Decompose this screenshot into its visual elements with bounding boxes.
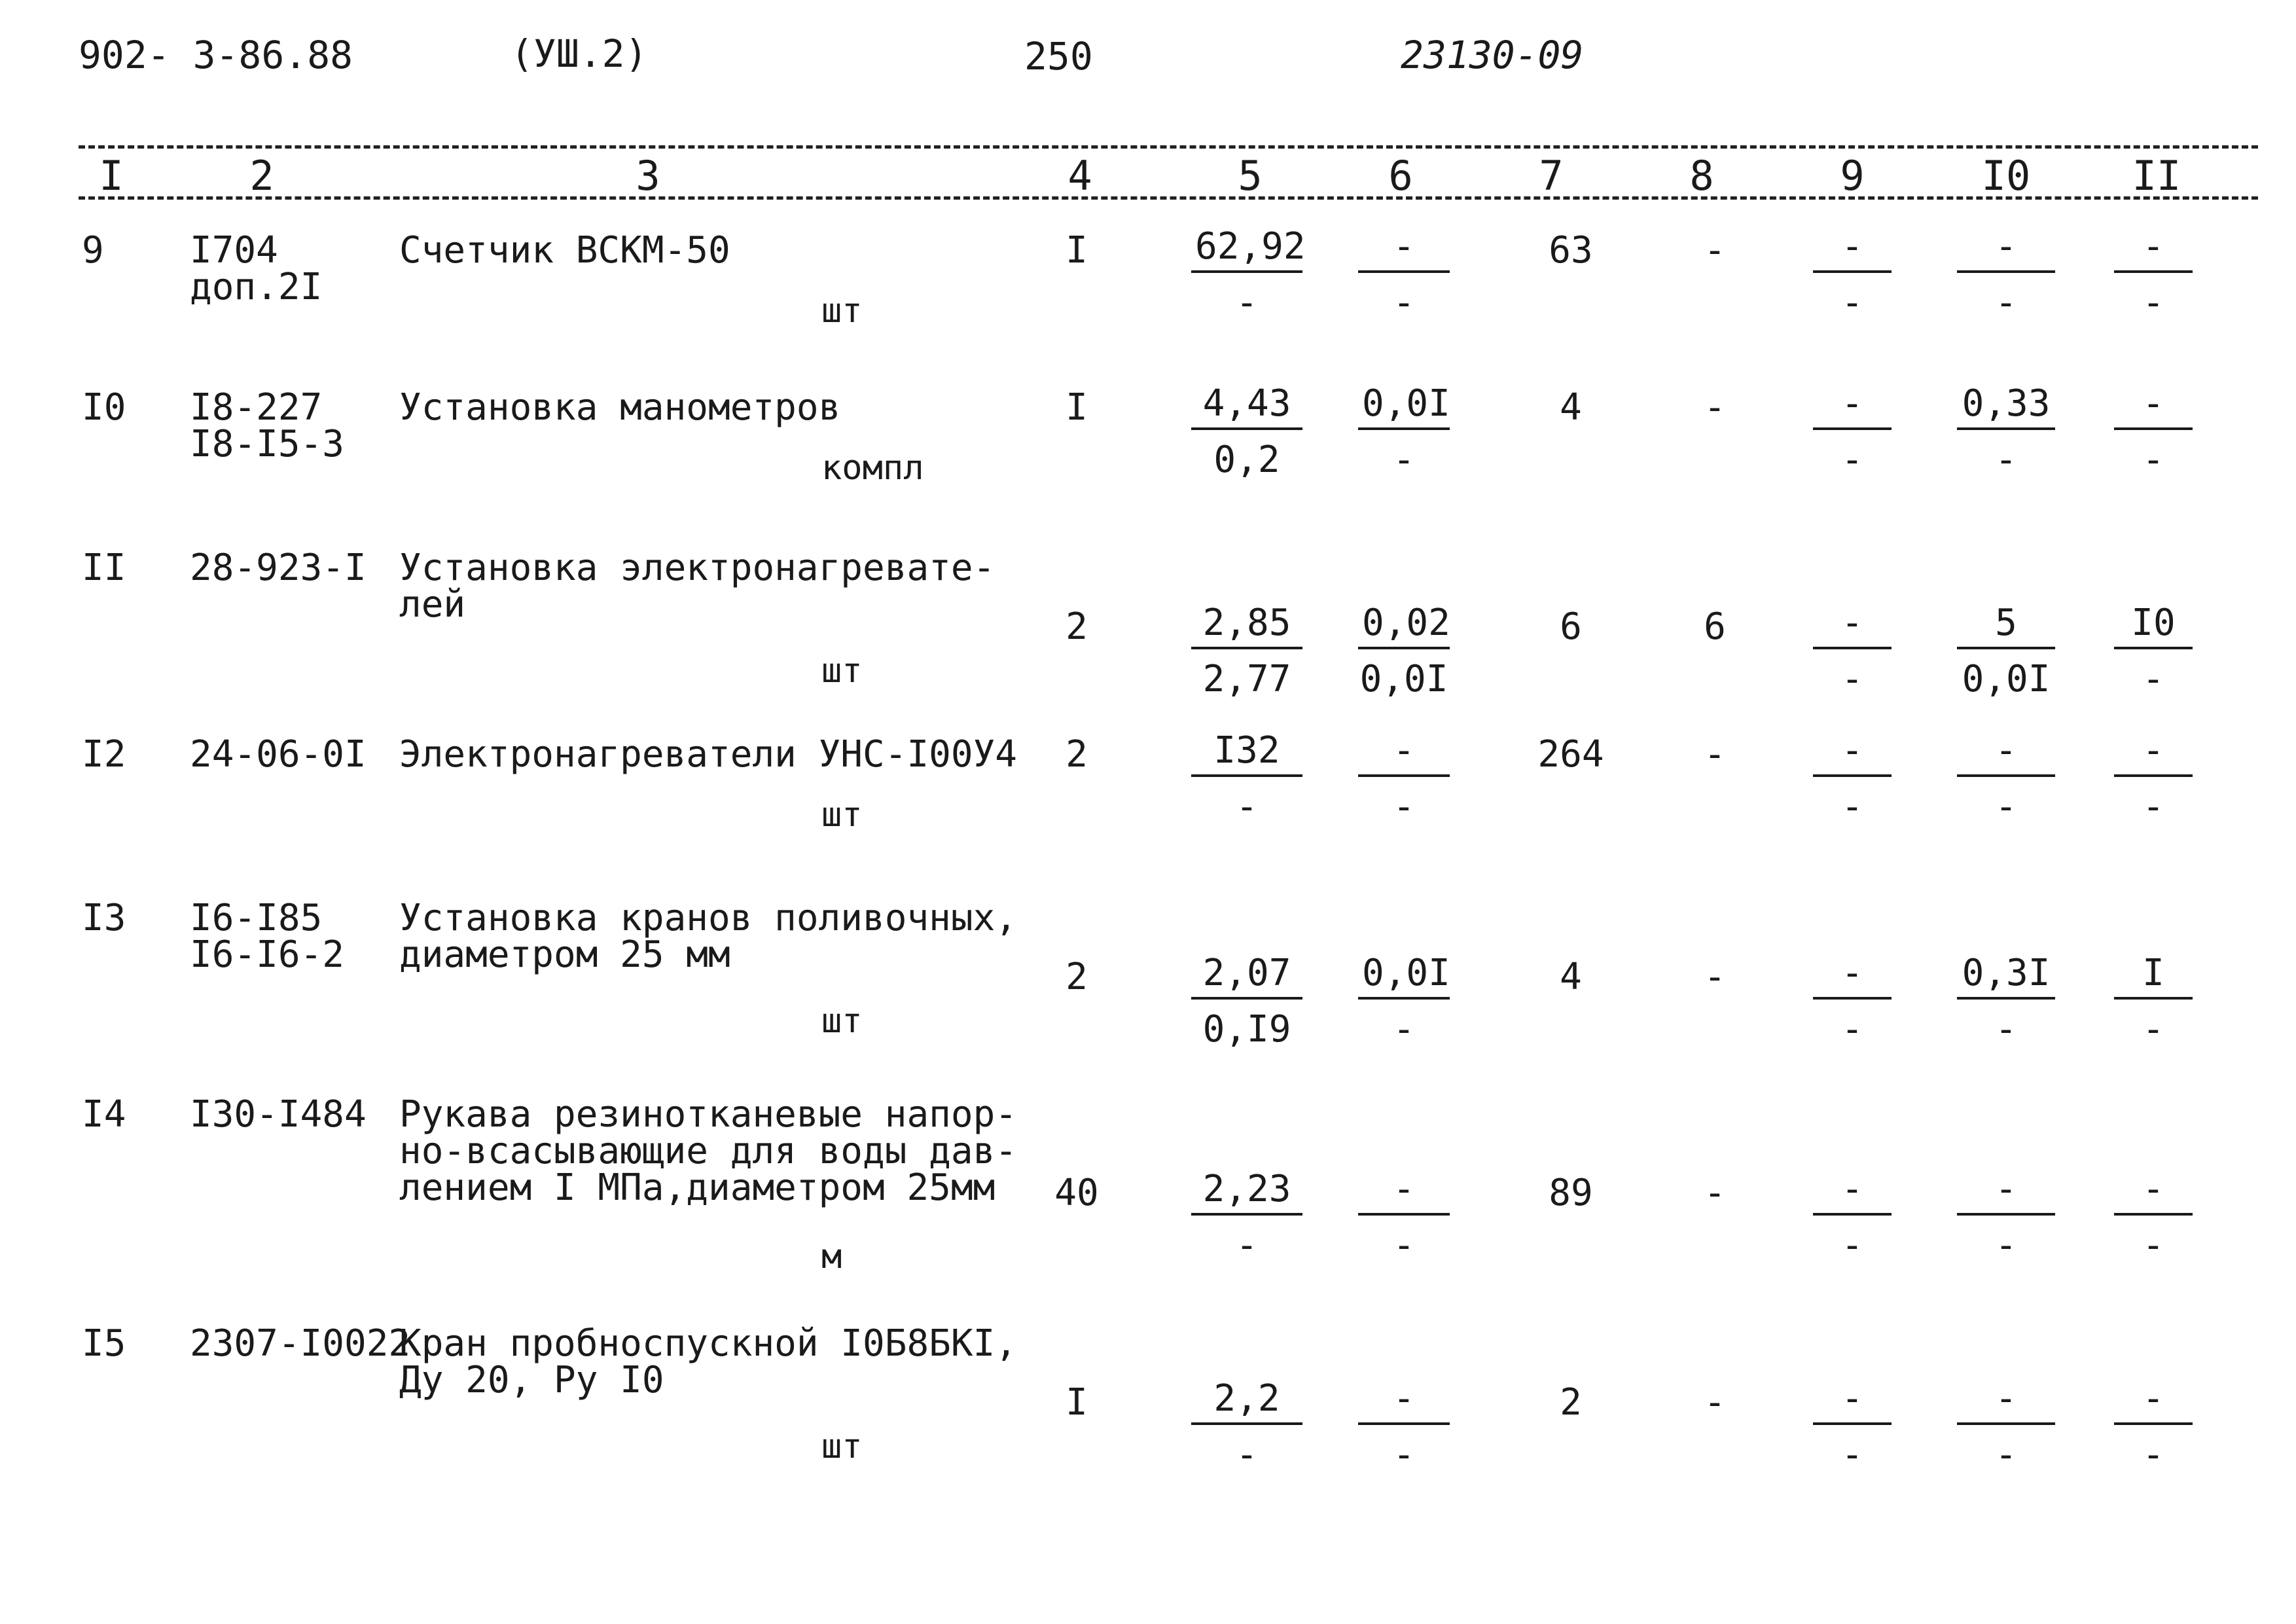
fraction-c10 bbox=[1957, 604, 2055, 700]
fraction-c5 bbox=[1191, 954, 1302, 1051]
item-name: Ду 20, Ру I0 bbox=[399, 1359, 664, 1401]
fraction-c11 bbox=[2114, 384, 2193, 481]
column-8-value: - bbox=[1704, 1172, 1726, 1214]
fraction-numerator: 2,2 bbox=[1191, 1379, 1302, 1425]
column-header: 4 bbox=[1067, 152, 1092, 200]
fraction-c6 bbox=[1358, 604, 1450, 700]
fraction-numerator: - bbox=[2114, 1170, 2193, 1216]
fraction-denominator: - bbox=[1841, 281, 1863, 324]
fraction-numerator: - bbox=[1358, 1170, 1450, 1216]
fraction-numerator: - bbox=[1358, 227, 1450, 273]
item-name: Установка электронагревате- bbox=[399, 547, 996, 589]
fraction-denominator: - bbox=[1393, 785, 1415, 828]
fraction-denominator: - bbox=[1236, 1434, 1258, 1476]
norm-code: доп.2I bbox=[190, 266, 323, 308]
fraction-numerator: - bbox=[2114, 384, 2193, 430]
fraction-c9 bbox=[1813, 604, 1892, 700]
norm-code: I8-I5-3 bbox=[190, 423, 345, 465]
column-header: I0 bbox=[1981, 152, 2031, 200]
norm-code: 28-923-I bbox=[190, 547, 367, 589]
fraction-numerator: - bbox=[1813, 604, 1892, 649]
fraction-numerator: - bbox=[1813, 1379, 1892, 1425]
row-number: I5 bbox=[82, 1322, 126, 1365]
fraction-c9 bbox=[1813, 384, 1892, 481]
fraction-denominator: - bbox=[2142, 1224, 2164, 1267]
album-number: 23130-09 bbox=[1401, 33, 1584, 77]
fraction-c10 bbox=[1957, 954, 2055, 1051]
column-header: 6 bbox=[1388, 152, 1413, 200]
fraction-numerator: I32 bbox=[1191, 731, 1302, 777]
fraction-denominator: - bbox=[1393, 439, 1415, 481]
fraction-numerator: - bbox=[1957, 1170, 2055, 1216]
fraction-denominator: 0,2 bbox=[1213, 439, 1280, 481]
fraction-c5 bbox=[1191, 1170, 1302, 1267]
fraction-denominator: 2,77 bbox=[1202, 658, 1291, 700]
fraction-numerator: - bbox=[1358, 731, 1450, 777]
norm-code: I704 bbox=[190, 229, 278, 272]
fraction-denominator: - bbox=[2142, 281, 2164, 324]
fraction-denominator: - bbox=[1841, 439, 1863, 481]
fraction-denominator: - bbox=[2142, 439, 2164, 481]
column-7-value: 63 bbox=[1549, 229, 1593, 272]
fraction-c6 bbox=[1358, 227, 1450, 324]
item-name: Установка манометров bbox=[399, 386, 841, 429]
unit-label: шт bbox=[821, 1001, 863, 1041]
doc-code: 902- 3-86.88 bbox=[79, 33, 353, 77]
row-number: 9 bbox=[82, 229, 104, 272]
column-header: 8 bbox=[1689, 152, 1714, 200]
fraction-denominator: - bbox=[1841, 658, 1863, 700]
column-header: I bbox=[99, 152, 124, 200]
fraction-denominator: - bbox=[1841, 785, 1863, 828]
fraction-numerator: 2,07 bbox=[1191, 954, 1302, 1000]
quantity: 2 bbox=[1066, 605, 1088, 648]
row-number: II bbox=[82, 547, 126, 589]
fraction-c10 bbox=[1957, 731, 2055, 828]
fraction-c9 bbox=[1813, 227, 1892, 324]
fraction-c6 bbox=[1358, 731, 1450, 828]
fraction-numerator: - bbox=[1813, 954, 1892, 1000]
fraction-denominator: - bbox=[2142, 1434, 2164, 1476]
section-label: (УШ.2) bbox=[511, 31, 648, 76]
column-header: 7 bbox=[1539, 152, 1564, 200]
column-8-value: - bbox=[1704, 733, 1726, 776]
fraction-numerator: - bbox=[1813, 1170, 1892, 1216]
column-7-value: 89 bbox=[1549, 1172, 1593, 1214]
quantity: 2 bbox=[1066, 956, 1088, 998]
norm-code: 24-06-0I bbox=[190, 733, 367, 776]
fraction-numerator: - bbox=[1813, 731, 1892, 777]
column-8-value: - bbox=[1704, 386, 1726, 429]
column-8-value: 6 bbox=[1704, 605, 1726, 648]
column-header: 3 bbox=[636, 152, 660, 200]
quantity: 40 bbox=[1054, 1172, 1099, 1214]
row-number: I2 bbox=[82, 733, 126, 776]
quantity: 2 bbox=[1066, 733, 1088, 776]
fraction-denominator: - bbox=[1236, 281, 1258, 324]
column-7-value: 264 bbox=[1537, 733, 1604, 776]
fraction-numerator: - bbox=[2114, 731, 2193, 777]
column-8-value: - bbox=[1704, 229, 1726, 272]
fraction-denominator: - bbox=[1236, 785, 1258, 828]
item-name: Установка кранов поливочных, bbox=[399, 897, 1018, 939]
fraction-numerator: 2,23 bbox=[1191, 1170, 1302, 1216]
header-bottom-rule bbox=[79, 196, 2258, 200]
fraction-numerator: 62,92 bbox=[1191, 227, 1302, 273]
fraction-c6 bbox=[1358, 1379, 1450, 1476]
norm-code: 2307-I0022 bbox=[190, 1322, 411, 1365]
fraction-c6 bbox=[1358, 384, 1450, 481]
fraction-denominator: - bbox=[1995, 1224, 2017, 1267]
norm-code: I30-I484 bbox=[190, 1093, 367, 1136]
fraction-numerator: 0,33 bbox=[1957, 384, 2055, 430]
fraction-numerator: I bbox=[2114, 954, 2193, 1000]
fraction-c11 bbox=[2114, 227, 2193, 324]
fraction-numerator: - bbox=[2114, 227, 2193, 273]
column-header: 5 bbox=[1238, 152, 1263, 200]
item-name: Рукава резинотканевые напор- bbox=[399, 1093, 1018, 1136]
fraction-c11 bbox=[2114, 954, 2193, 1051]
fraction-c11 bbox=[2114, 604, 2193, 700]
fraction-denominator: - bbox=[1841, 1434, 1863, 1476]
item-name: но-всасывающие для воды дав- bbox=[399, 1130, 1018, 1172]
row-number: I0 bbox=[82, 386, 126, 429]
fraction-c10 bbox=[1957, 1379, 2055, 1476]
fraction-c9 bbox=[1813, 1379, 1892, 1476]
fraction-numerator: I0 bbox=[2114, 604, 2193, 649]
fraction-denominator: - bbox=[2142, 658, 2164, 700]
fraction-numerator: 0,02 bbox=[1358, 604, 1450, 649]
fraction-c11 bbox=[2114, 731, 2193, 828]
item-name: Электронагреватели УНС-I00У4 bbox=[399, 733, 1018, 776]
column-8-value: - bbox=[1704, 956, 1726, 998]
fraction-denominator: - bbox=[1236, 1224, 1258, 1267]
unit-label: м bbox=[821, 1237, 842, 1276]
fraction-numerator: - bbox=[1957, 731, 2055, 777]
fraction-c5 bbox=[1191, 604, 1302, 700]
fraction-numerator: 4,43 bbox=[1191, 384, 1302, 430]
fraction-denominator: - bbox=[2142, 1008, 2164, 1051]
column-8-value: - bbox=[1704, 1381, 1726, 1424]
fraction-denominator: - bbox=[1841, 1008, 1863, 1051]
unit-label: шт bbox=[821, 795, 863, 835]
fraction-numerator: 0,0I bbox=[1358, 954, 1450, 1000]
header-top-rule bbox=[79, 145, 2258, 149]
fraction-c6 bbox=[1358, 1170, 1450, 1267]
column-7-value: 2 bbox=[1560, 1381, 1582, 1424]
fraction-c9 bbox=[1813, 1170, 1892, 1267]
column-header: 2 bbox=[249, 152, 274, 200]
fraction-denominator: - bbox=[1393, 1434, 1415, 1476]
fraction-denominator: - bbox=[1995, 1008, 2017, 1051]
page-number: 250 bbox=[1024, 34, 1093, 79]
column-7-value: 6 bbox=[1560, 605, 1582, 648]
fraction-denominator: - bbox=[1995, 785, 2017, 828]
fraction-denominator: - bbox=[1393, 1224, 1415, 1267]
column-header: 9 bbox=[1840, 152, 1865, 200]
item-name: лей bbox=[399, 583, 466, 626]
fraction-c5 bbox=[1191, 1379, 1302, 1476]
fraction-c11 bbox=[2114, 1379, 2193, 1476]
column-7-value: 4 bbox=[1560, 956, 1582, 998]
column-7-value: 4 bbox=[1560, 386, 1582, 429]
fraction-c11 bbox=[2114, 1170, 2193, 1267]
fraction-c9 bbox=[1813, 731, 1892, 828]
item-name: лением I МПа,диаметром 25мм bbox=[399, 1166, 996, 1209]
fraction-denominator: - bbox=[1393, 281, 1415, 324]
fraction-c6 bbox=[1358, 954, 1450, 1051]
fraction-denominator: 0,0I bbox=[1962, 658, 2051, 700]
fraction-numerator: - bbox=[1813, 384, 1892, 430]
fraction-denominator: - bbox=[1995, 281, 2017, 324]
item-name: Кран пробноспускной I0Б8БКI, bbox=[399, 1322, 1018, 1365]
norm-code: I6-I6-2 bbox=[190, 933, 345, 976]
item-name: Счетчик ВСКМ-50 bbox=[399, 229, 730, 272]
unit-label: компл bbox=[821, 448, 924, 488]
fraction-numerator: 0,3I bbox=[1957, 954, 2055, 1000]
unit-label: шт bbox=[821, 651, 863, 691]
fraction-numerator: - bbox=[1957, 1379, 2055, 1425]
fraction-numerator: 0,0I bbox=[1358, 384, 1450, 430]
quantity: I bbox=[1066, 229, 1088, 272]
fraction-denominator: - bbox=[1995, 439, 2017, 481]
norm-code: I6-I85 bbox=[190, 897, 323, 939]
fraction-c9 bbox=[1813, 954, 1892, 1051]
fraction-numerator: - bbox=[2114, 1379, 2193, 1425]
unit-label: шт bbox=[821, 1427, 863, 1466]
quantity: I bbox=[1066, 386, 1088, 429]
unit-label: шт bbox=[821, 291, 863, 331]
fraction-denominator: 0,I9 bbox=[1202, 1008, 1291, 1051]
fraction-c5 bbox=[1191, 384, 1302, 481]
item-name: диаметром 25 мм bbox=[399, 933, 730, 976]
norm-code: I8-227 bbox=[190, 386, 323, 429]
fraction-c10 bbox=[1957, 227, 2055, 324]
fraction-denominator: 0,0I bbox=[1359, 658, 1448, 700]
column-header: II bbox=[2132, 152, 2181, 200]
fraction-denominator: - bbox=[1841, 1224, 1863, 1267]
fraction-denominator: - bbox=[1393, 1008, 1415, 1051]
quantity: I bbox=[1066, 1381, 1088, 1424]
row-number: I3 bbox=[82, 897, 126, 939]
fraction-c5 bbox=[1191, 225, 1306, 324]
fraction-numerator: 2,85 bbox=[1191, 604, 1302, 649]
fraction-c5 bbox=[1191, 731, 1302, 828]
fraction-numerator: - bbox=[1358, 1379, 1450, 1425]
fraction-numerator: - bbox=[1813, 227, 1892, 273]
fraction-c10 bbox=[1957, 384, 2055, 481]
fraction-numerator: 5 bbox=[1957, 604, 2055, 649]
fraction-denominator: - bbox=[1995, 1434, 2017, 1476]
row-number: I4 bbox=[82, 1093, 126, 1136]
fraction-numerator: - bbox=[1957, 227, 2055, 273]
fraction-c10 bbox=[1957, 1170, 2055, 1267]
fraction-denominator: - bbox=[2142, 785, 2164, 828]
